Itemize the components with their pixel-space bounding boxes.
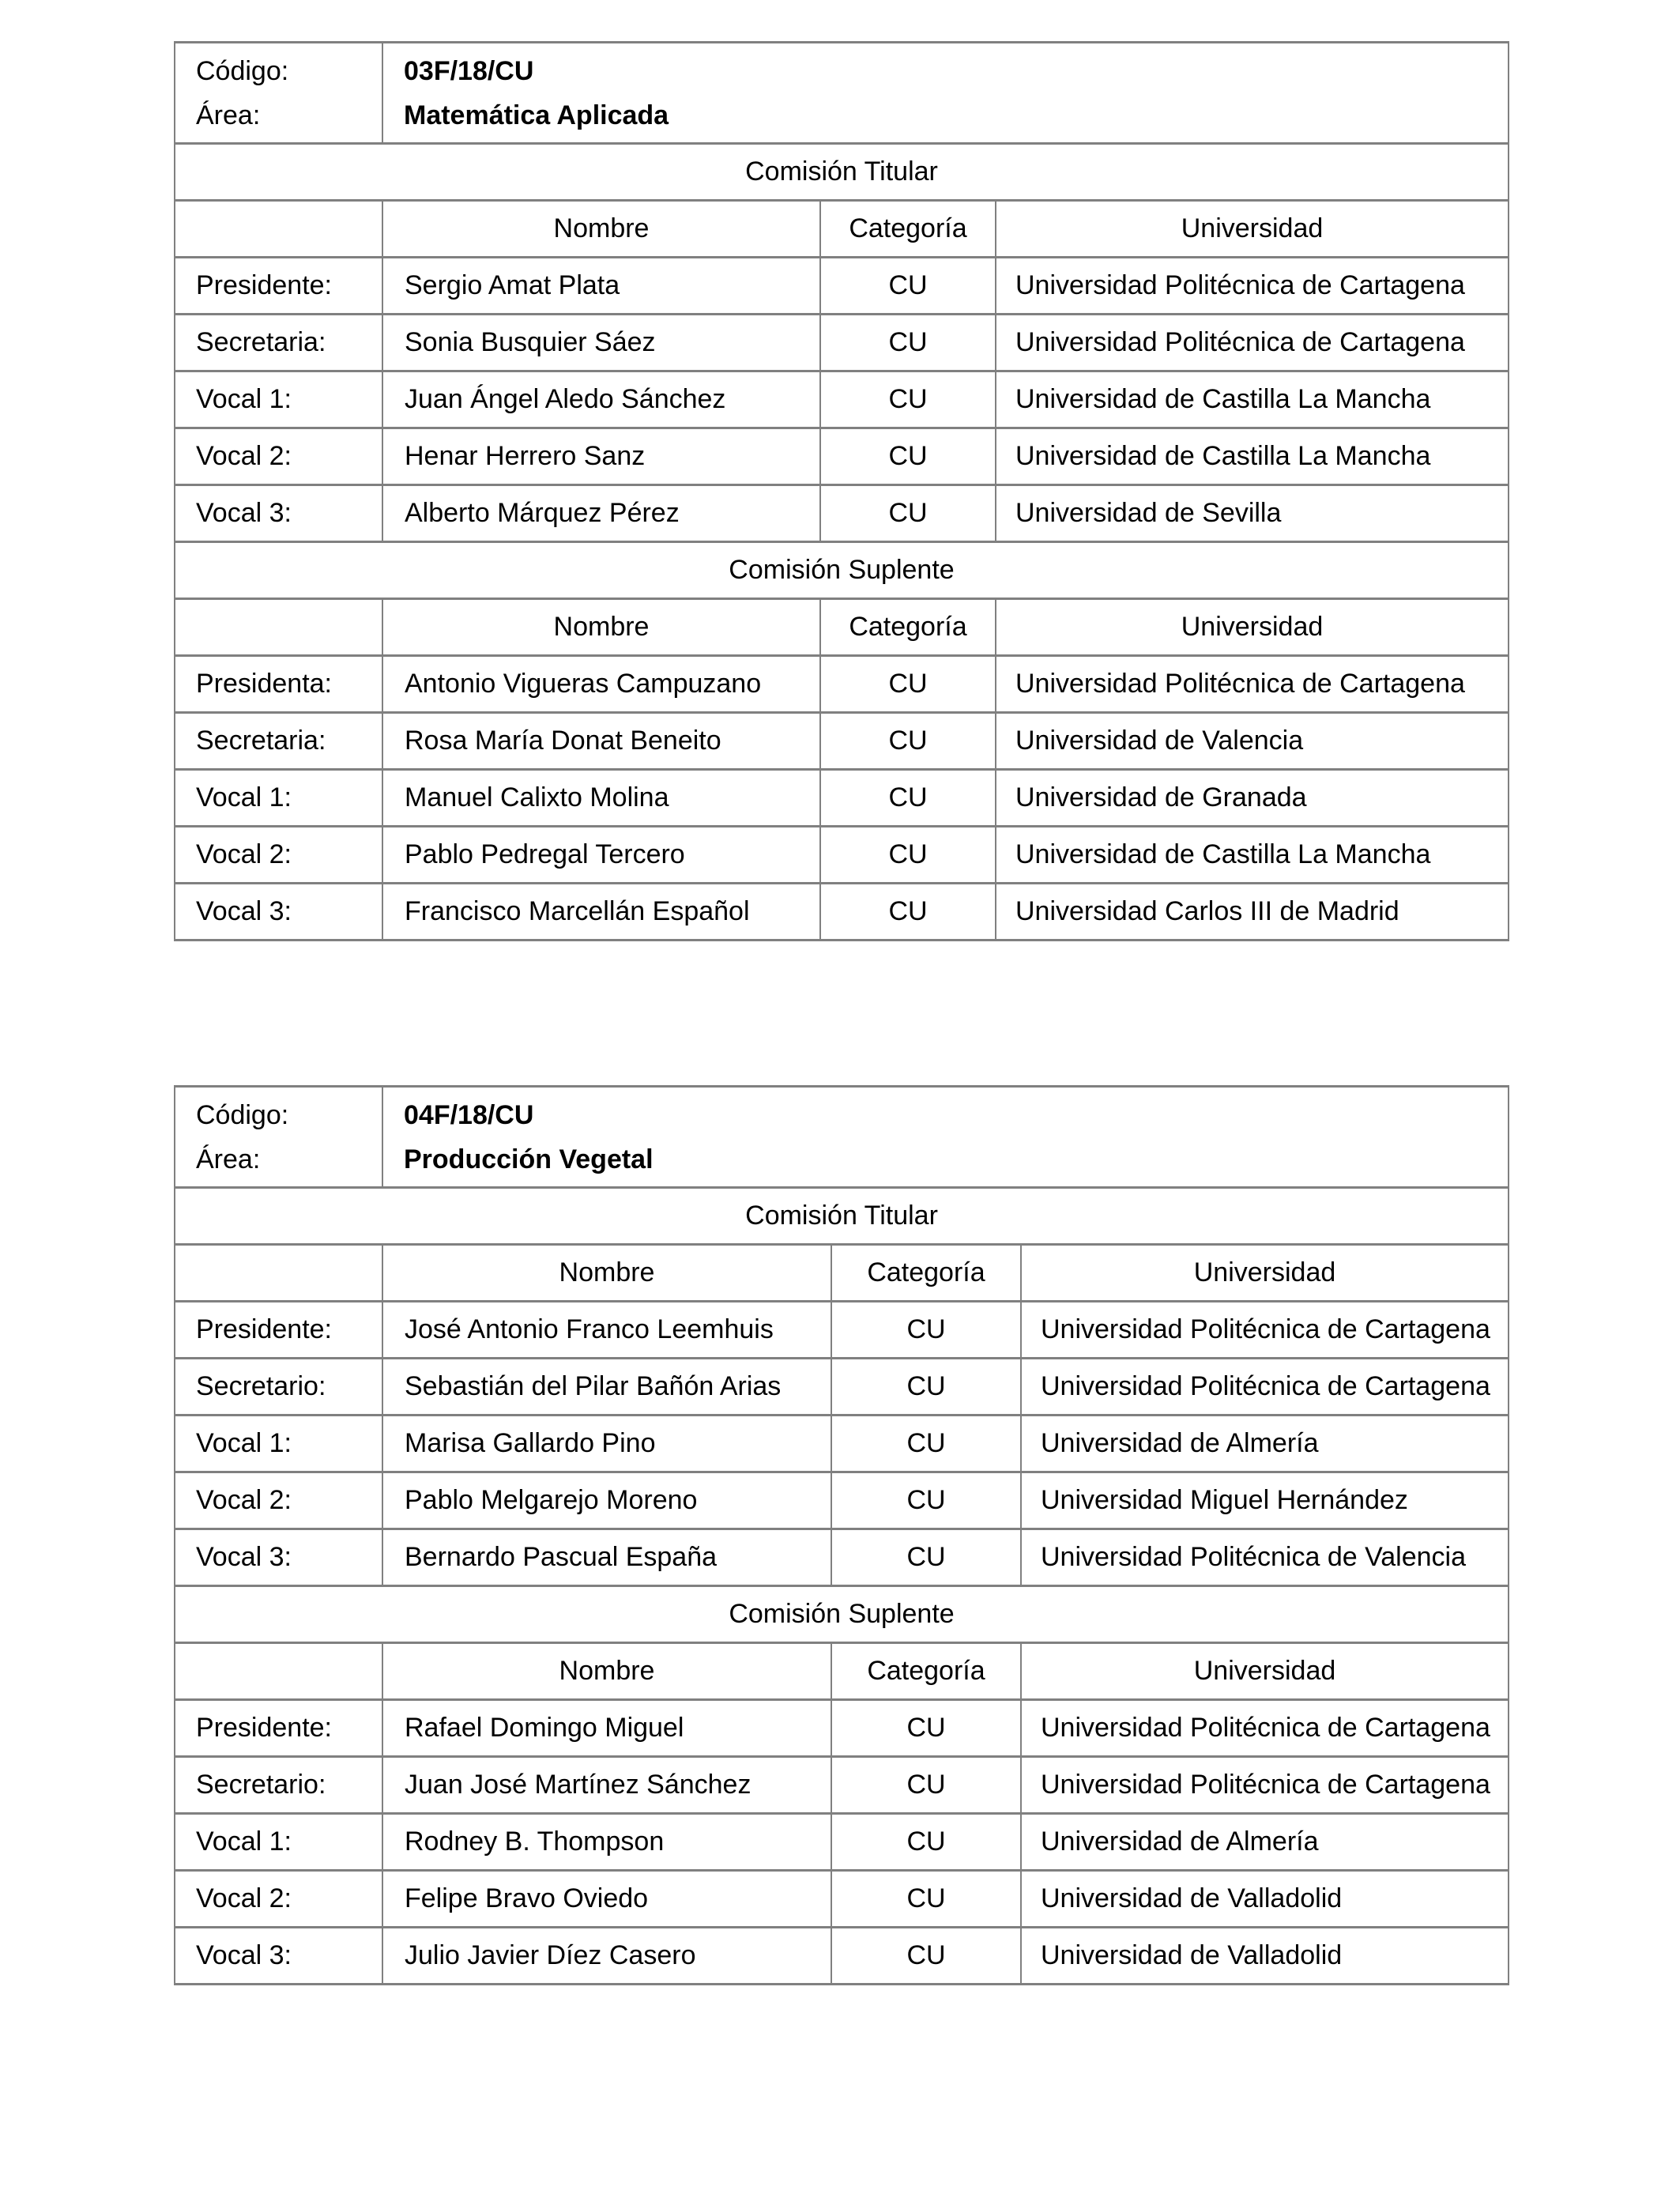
codigo-label: Código:: [196, 55, 289, 86]
meta-values-cell: [382, 43, 1509, 144]
university-cell: Universidad Politécnica de Cartagena: [1021, 1700, 1509, 1757]
name-cell: José Antonio Franco Leemhuis: [382, 1302, 831, 1359]
member-row: [175, 1814, 1509, 1871]
name-cell: Manuel Calixto Molina: [382, 770, 820, 827]
university-cell: Universidad Politécnica de Cartagena: [996, 315, 1509, 371]
area-label: Área:: [196, 100, 261, 130]
category-cell: CU: [820, 258, 996, 315]
empty-header-cell: [175, 201, 382, 258]
university-cell: Universidad de Valencia: [996, 713, 1509, 770]
meta-labels-cell: [175, 1087, 382, 1188]
name-cell: Bernardo Pascual España: [382, 1529, 831, 1586]
university-cell: Universidad de Valladolid: [1021, 1871, 1509, 1928]
column-header-row: [175, 1245, 1509, 1302]
member-row: [175, 884, 1509, 941]
member-row: [175, 428, 1509, 485]
category-cell: CU: [820, 884, 996, 941]
name-cell: Sebastián del Pilar Bañón Arias: [382, 1359, 831, 1416]
category-cell: CU: [831, 1928, 1021, 1985]
name-cell: Rodney B. Thompson: [382, 1814, 831, 1871]
role-cell: Vocal 3:: [175, 884, 382, 941]
category-cell: CU: [820, 315, 996, 371]
column-header-universidad: Universidad: [1021, 1643, 1509, 1700]
member-row: [175, 371, 1509, 428]
role-cell: Presidente:: [175, 1700, 382, 1757]
category-cell: CU: [831, 1529, 1021, 1586]
category-cell: CU: [831, 1700, 1021, 1757]
category-cell: CU: [831, 1472, 1021, 1529]
column-header-categoria: Categoría: [820, 201, 996, 258]
name-cell: Francisco Marcellán Español: [382, 884, 820, 941]
university-cell: Universidad Politécnica de Cartagena: [996, 656, 1509, 713]
university-cell: Universidad de Castilla La Mancha: [996, 371, 1509, 428]
codigo-value: 04F/18/CU: [404, 1099, 534, 1130]
name-cell: Marisa Gallardo Pino: [382, 1416, 831, 1472]
category-cell: CU: [820, 770, 996, 827]
name-cell: Pablo Pedregal Tercero: [382, 827, 820, 884]
member-row: [175, 1700, 1509, 1757]
university-cell: Universidad de Sevilla: [996, 485, 1509, 542]
column-header-row: [175, 599, 1509, 656]
university-cell: Universidad de Valladolid: [1021, 1928, 1509, 1985]
name-cell: Felipe Bravo Oviedo: [382, 1871, 831, 1928]
section-title-row: [175, 1586, 1509, 1643]
member-row: [175, 1871, 1509, 1928]
role-cell: Vocal 1:: [175, 371, 382, 428]
university-cell: Universidad Politécnica de Cartagena: [1021, 1302, 1509, 1359]
meta-row: [175, 1087, 1509, 1188]
category-cell: CU: [820, 428, 996, 485]
university-cell: Universidad Politécnica de Cartagena: [996, 258, 1509, 315]
role-cell: Secretaria:: [175, 713, 382, 770]
section-title: Comisión Titular: [175, 144, 1509, 201]
role-cell: Presidente:: [175, 258, 382, 315]
name-cell: Rosa María Donat Beneito: [382, 713, 820, 770]
name-cell: Alberto Márquez Pérez: [382, 485, 820, 542]
category-cell: CU: [820, 371, 996, 428]
category-cell: CU: [820, 485, 996, 542]
column-header-nombre: Nombre: [382, 201, 820, 258]
meta-row: [175, 43, 1509, 144]
member-row: [175, 770, 1509, 827]
member-row: [175, 1302, 1509, 1359]
section-title-row: [175, 542, 1509, 599]
category-cell: CU: [831, 1871, 1021, 1928]
university-cell: Universidad de Almería: [1021, 1416, 1509, 1472]
category-cell: CU: [820, 827, 996, 884]
name-cell: Julio Javier Díez Casero: [382, 1928, 831, 1985]
member-row: [175, 656, 1509, 713]
commission-table-04F-18-CU: [174, 1085, 1509, 1985]
role-cell: Vocal 2:: [175, 428, 382, 485]
codigo-value: 03F/18/CU: [404, 55, 534, 86]
member-row: [175, 485, 1509, 542]
column-header-categoria: Categoría: [820, 599, 996, 656]
column-header-row: [175, 1643, 1509, 1700]
role-cell: Vocal 3:: [175, 1928, 382, 1985]
area-value: Producción Vegetal: [404, 1144, 654, 1174]
commission-table-03F-18-CU: [174, 41, 1509, 941]
section-title: Comisión Suplente: [175, 542, 1509, 599]
role-cell: Vocal 1:: [175, 770, 382, 827]
category-cell: CU: [820, 656, 996, 713]
member-row: [175, 1529, 1509, 1586]
university-cell: Universidad Politécnica de Valencia: [1021, 1529, 1509, 1586]
member-row: [175, 1928, 1509, 1985]
category-cell: CU: [831, 1416, 1021, 1472]
category-cell: CU: [831, 1814, 1021, 1871]
university-cell: Universidad Politécnica de Cartagena: [1021, 1757, 1509, 1814]
role-cell: Vocal 2:: [175, 1871, 382, 1928]
empty-header-cell: [175, 599, 382, 656]
category-cell: CU: [831, 1302, 1021, 1359]
column-header-categoria: Categoría: [831, 1643, 1021, 1700]
column-header-universidad: Universidad: [996, 599, 1509, 656]
empty-header-cell: [175, 1643, 382, 1700]
member-row: [175, 258, 1509, 315]
section-title-row: [175, 144, 1509, 201]
member-row: [175, 1416, 1509, 1472]
name-cell: Juan Ángel Aledo Sánchez: [382, 371, 820, 428]
role-cell: Secretaria:: [175, 315, 382, 371]
name-cell: Antonio Vigueras Campuzano: [382, 656, 820, 713]
category-cell: CU: [820, 713, 996, 770]
member-row: [175, 1757, 1509, 1814]
role-cell: Presidente:: [175, 1302, 382, 1359]
university-cell: Universidad de Almería: [1021, 1814, 1509, 1871]
name-cell: Sergio Amat Plata: [382, 258, 820, 315]
name-cell: Sonia Busquier Sáez: [382, 315, 820, 371]
university-cell: Universidad Miguel Hernández: [1021, 1472, 1509, 1529]
codigo-label: Código:: [196, 1099, 289, 1130]
column-header-nombre: Nombre: [382, 1643, 831, 1700]
member-row: [175, 827, 1509, 884]
section-title: Comisión Suplente: [175, 1586, 1509, 1643]
name-cell: Pablo Melgarejo Moreno: [382, 1472, 831, 1529]
column-header-categoria: Categoría: [831, 1245, 1021, 1302]
empty-header-cell: [175, 1245, 382, 1302]
name-cell: Juan José Martínez Sánchez: [382, 1757, 831, 1814]
role-cell: Secretario:: [175, 1757, 382, 1814]
section-title-row: [175, 1188, 1509, 1245]
university-cell: Universidad Politécnica de Cartagena: [1021, 1359, 1509, 1416]
role-cell: Vocal 1:: [175, 1416, 382, 1472]
area-value: Matemática Aplicada: [404, 100, 669, 130]
category-cell: CU: [831, 1757, 1021, 1814]
university-cell: Universidad de Castilla La Mancha: [996, 428, 1509, 485]
role-cell: Vocal 2:: [175, 1472, 382, 1529]
role-cell: Vocal 3:: [175, 485, 382, 542]
university-cell: Universidad Carlos III de Madrid: [996, 884, 1509, 941]
meta-labels-cell: [175, 43, 382, 144]
column-header-universidad: Universidad: [1021, 1245, 1509, 1302]
role-cell: Presidenta:: [175, 656, 382, 713]
member-row: [175, 713, 1509, 770]
column-header-row: [175, 201, 1509, 258]
member-row: [175, 1359, 1509, 1416]
column-header-universidad: Universidad: [996, 201, 1509, 258]
column-header-nombre: Nombre: [382, 599, 820, 656]
column-header-nombre: Nombre: [382, 1245, 831, 1302]
area-label: Área:: [196, 1144, 261, 1174]
member-row: [175, 1472, 1509, 1529]
role-cell: Secretario:: [175, 1359, 382, 1416]
meta-values-cell: [382, 1087, 1509, 1188]
university-cell: Universidad de Castilla La Mancha: [996, 827, 1509, 884]
university-cell: Universidad de Granada: [996, 770, 1509, 827]
role-cell: Vocal 2:: [175, 827, 382, 884]
name-cell: Henar Herrero Sanz: [382, 428, 820, 485]
role-cell: Vocal 3:: [175, 1529, 382, 1586]
category-cell: CU: [831, 1359, 1021, 1416]
member-row: [175, 315, 1509, 371]
role-cell: Vocal 1:: [175, 1814, 382, 1871]
name-cell: Rafael Domingo Miguel: [382, 1700, 831, 1757]
section-title: Comisión Titular: [175, 1188, 1509, 1245]
